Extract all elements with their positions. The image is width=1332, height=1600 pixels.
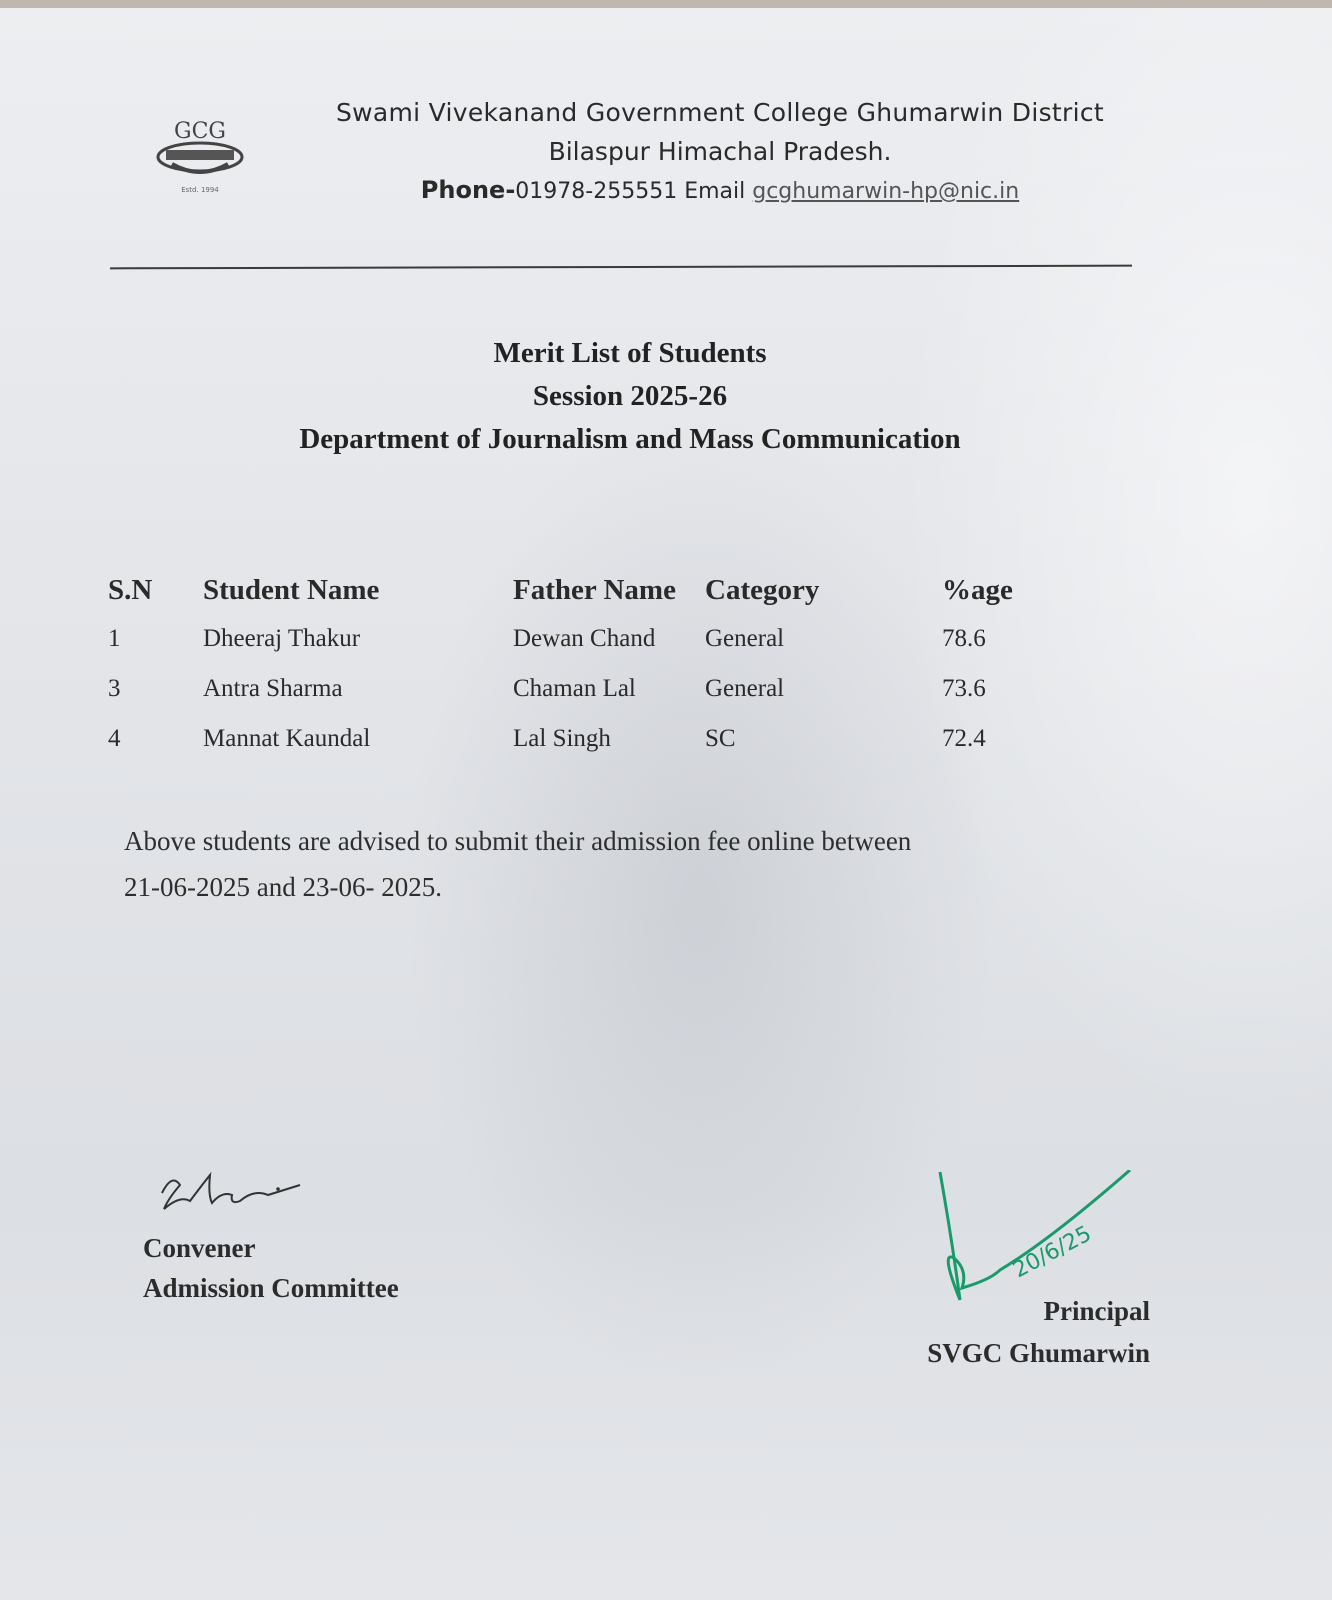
notice-line-1: Above students are advised to submit their admission fee online between <box>124 826 912 856</box>
cell-percentage: 78.6 <box>942 625 986 652</box>
convener-signature <box>150 1165 320 1225</box>
title-merit-list: Merit List of Students <box>493 337 767 369</box>
cell-category: General <box>705 675 785 702</box>
college-name: Swami Vivekanand Government College Ghumarwin District <box>335 98 1104 127</box>
header-divider <box>110 265 1132 270</box>
logo-text: GCG <box>174 119 226 144</box>
cell-father-name: Chaman Lal <box>513 675 636 702</box>
phone-value: 01978-255551 Email <box>515 179 753 204</box>
college-address: Bilaspur Himachal Pradesh. <box>548 137 892 166</box>
cell-sn: 4 <box>108 725 121 752</box>
phone-label: Phone- <box>420 176 516 204</box>
principal-college: SVGC Ghumarwin <box>927 1338 1150 1368</box>
top-edge <box>0 0 1332 8</box>
table-row <box>108 714 1062 764</box>
cell-percentage: 73.6 <box>942 675 986 702</box>
principal-block <box>880 1290 1150 1374</box>
cell-father-name: Dewan Chand <box>513 625 656 652</box>
college-logo <box>152 102 248 198</box>
title-department: Department of Journalism and Mass Communication <box>299 423 961 455</box>
table-row <box>108 664 1062 714</box>
header-category: Category <box>705 573 820 606</box>
cell-sn: 3 <box>108 675 121 702</box>
cell-student-name: Antra Sharma <box>203 675 343 702</box>
merit-table <box>108 566 1062 764</box>
cell-category: SC <box>705 725 736 752</box>
header-student-name: Student Name <box>203 573 380 606</box>
contact-line <box>300 176 1140 204</box>
cell-category: General <box>705 625 785 652</box>
document-title <box>230 332 1030 461</box>
header-sn: S.N <box>108 573 153 606</box>
title-session: Session 2025-26 <box>532 380 728 412</box>
convener-block <box>143 1228 399 1308</box>
email-link[interactable]: gcghumarwin-hp@nic.in <box>752 179 1020 204</box>
cell-percentage: 72.4 <box>942 725 986 752</box>
header-percentage: %age <box>942 573 1013 606</box>
cell-student-name: Dheeraj Thakur <box>203 625 361 652</box>
table-header-row <box>108 566 1062 614</box>
signature-date: 20/6/25 <box>1009 1221 1096 1284</box>
logo-subtext: Estd. 1994 <box>181 186 219 194</box>
convener-title: Convener <box>143 1233 256 1263</box>
cell-student-name: Mannat Kaundal <box>203 725 371 752</box>
admission-committee: Admission Committee <box>143 1273 399 1303</box>
table-row <box>108 614 1062 664</box>
principal-title: Principal <box>1043 1296 1150 1326</box>
header-father-name: Father Name <box>513 573 676 606</box>
fee-notice <box>124 818 1044 910</box>
cell-sn: 1 <box>108 625 121 652</box>
college-header <box>300 98 1140 204</box>
notice-line-2: 21-06-2025 and 23-06- 2025. <box>124 872 442 902</box>
cell-father-name: Lal Singh <box>513 725 611 752</box>
